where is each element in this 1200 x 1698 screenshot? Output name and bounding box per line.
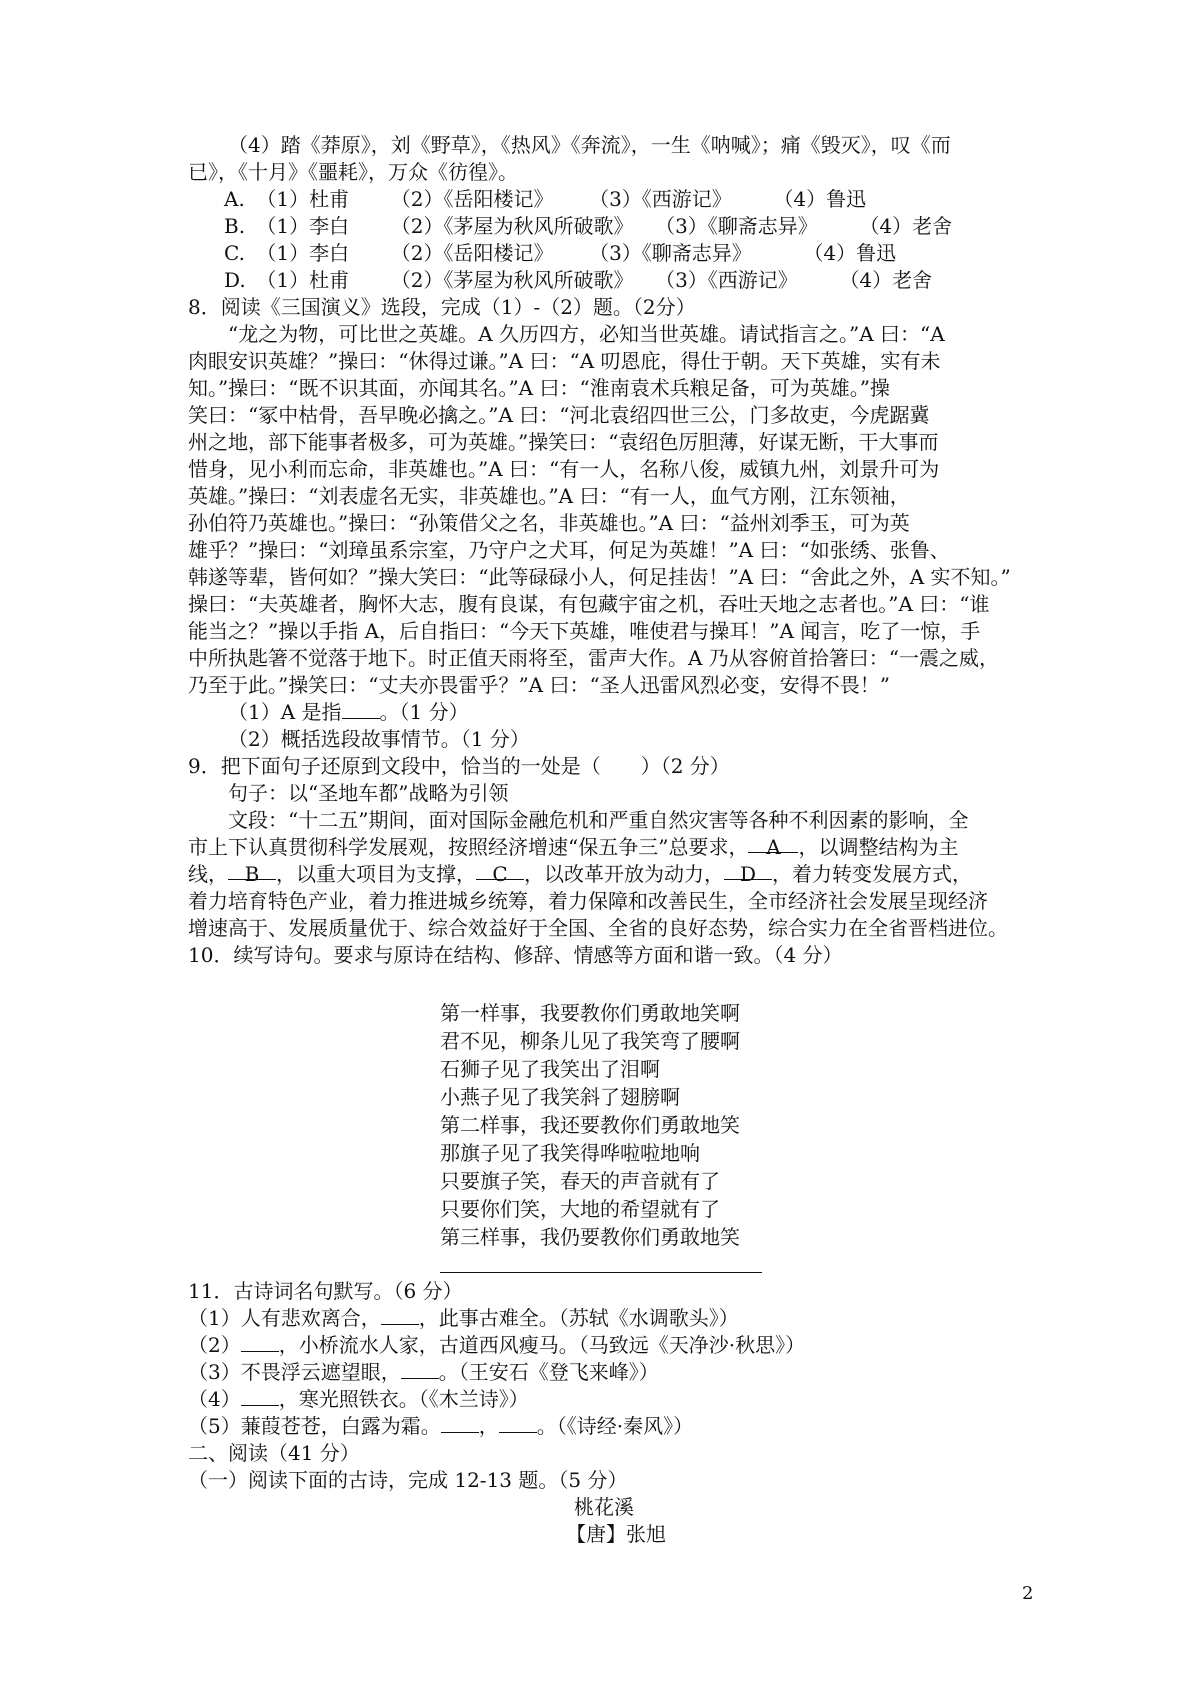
q8-passage-line: 韩遂等辈，皆何如？”操大笑曰：“此等碌碌小人，何足挂齿！”A 曰：“舍此之外，A 实不知。” xyxy=(188,565,1011,589)
q8-passage-line: “龙之为物，可比世之英雄。A 久历四方，必知当世英雄。请试指言之。”A 曰：“A xyxy=(228,322,945,346)
q7-item4-line1: （4）踏《莽原》，刘《野草》，《热风》《奔流》，一生《呐喊》；痛《毁灭》，叹《而 xyxy=(228,133,951,157)
q7-option-b xyxy=(224,213,952,240)
option-col1: （1）杜甫 xyxy=(256,187,350,211)
poem-line: 第一样事，我要教你们勇敢地笑啊 xyxy=(440,1001,740,1025)
q9-text: ，以调整结构为主 xyxy=(798,835,959,859)
q11-text: ，寒光照铁衣。（《木兰诗》） xyxy=(278,1387,529,1411)
q8-passage-line: 乃至于此。”操笑曰：“丈夫亦畏雷乎？”A 曰：“圣人迅雷风烈必变，安得不畏！” xyxy=(188,673,890,697)
option-col4: （4）鲁迅 xyxy=(773,187,867,211)
option-col3: （3）《西游记》 xyxy=(655,268,798,292)
q9-passage-line5: 增速高于、发展质量优于、综合效益好于全国、全省的良好态势，综合实力在全省晋档进位。 xyxy=(188,916,1008,940)
q11-blank[interactable] xyxy=(441,1414,479,1433)
q11-text: （2） xyxy=(188,1333,241,1357)
q11-text: （1）人有悲欢离合， xyxy=(188,1306,381,1330)
option-col1: （1）杜甫 xyxy=(256,268,350,292)
q11-title: 11．古诗词名句默写。（6 分） xyxy=(188,1279,463,1303)
q9-text: 市上下认真贯彻科学发展观，按照经济增速“保五争三”总要求， xyxy=(188,835,749,859)
q9-blank-c: C xyxy=(476,861,524,880)
poem-line: 小燕子见了我笑斜了翅膀啊 xyxy=(440,1085,680,1109)
option-col2: （2）《茅屋为秋风所破歌》 xyxy=(390,214,634,238)
q11-text: 。（《诗经·秦风》） xyxy=(536,1414,694,1438)
q8-passage-line: 孙伯符乃英雄也。”操曰：“孙策借父之名，非英雄也。”A 曰：“益州刘季玉，可为英 xyxy=(188,511,910,535)
q9-blank-d: D xyxy=(724,861,772,880)
q8-sub2: （2）概括选段故事情节。（1 分） xyxy=(228,727,530,751)
q8-passage-line: 州之地，部下能事者极多，可为英雄。”操笑曰：“袁绍色厉胆薄，好谋无断，干大事而 xyxy=(188,430,939,454)
q11-text: （3）不畏浮云遮望眼， xyxy=(188,1360,401,1384)
q9-text: 线， xyxy=(188,862,228,886)
q11-text: （5）蒹葭苍苍，白露为霜。 xyxy=(188,1414,441,1438)
q7-option-c xyxy=(224,240,896,267)
poem-author: 【唐】张旭 xyxy=(566,1522,666,1546)
q8-passage-line: 中所执匙箸不觉落于地下。时正值天雨将至，雷声大作。A 乃从容俯首拾箸曰：“一震之威， xyxy=(188,646,1000,670)
option-col1: （1）李白 xyxy=(256,214,350,238)
q11-item3 xyxy=(188,1359,659,1386)
q11-item2 xyxy=(188,1332,805,1359)
option-col2: （2）《岳阳楼记》 xyxy=(390,187,554,211)
q11-text: ，小桥流水人家，古道西风瘦马。（马致远《天净沙·秋思》） xyxy=(278,1333,806,1357)
q8-passage-line: 知。”操曰：“既不识其面，亦闻其名。”A 曰：“淮南袁术兵粮足备，可为英雄。”操 xyxy=(188,376,890,400)
q11-text: ，此事古难全。（苏轼《水调歌头》） xyxy=(418,1306,739,1330)
q8-passage-line: 操曰：“夫英雄者，胸怀大志，腹有良谋，有包藏宇宙之机，吞吐天地之志者也。”A 曰：“谁 xyxy=(188,592,990,616)
q8-passage-line: 惜身，见小利而忘命，非英雄也。”A 曰：“有一人，名称八俊，威镇九州，刘景升可为 xyxy=(188,457,940,481)
q8-passage-line: 能当之？”操以手指 A，后自指曰：“今天下英雄，唯使君与操耳！”A 闻言，吃了一惊，手 xyxy=(188,619,981,643)
q8-title: 8．阅读《三国演义》选段，完成（1）-（2）题。（2分） xyxy=(188,295,696,319)
q11-text: 。（王安石《登飞来峰》） xyxy=(438,1360,659,1384)
q8-passage-line: 英雄。”操曰：“刘表虚名无实，非英雄也。”A 曰：“有一人，血气方刚，江东领袖， xyxy=(188,484,910,508)
q7-item4-line2: 已》，《十月》《噩耗》，万众《彷徨》。 xyxy=(188,160,518,184)
q11-item5 xyxy=(188,1413,693,1440)
q7-option-a xyxy=(224,186,866,213)
q8-sub1-prefix: （1）A 是指 xyxy=(228,700,342,724)
option-col4: （4）老舍 xyxy=(839,268,933,292)
poem-title: 桃花溪 xyxy=(574,1495,634,1519)
q9-text: ，着力转变发展方式， xyxy=(772,862,972,886)
section2-sub1: （一）阅读下面的古诗，完成 12-13 题。（5 分） xyxy=(188,1468,628,1492)
q11-text: （4） xyxy=(188,1387,241,1411)
q11-blank[interactable] xyxy=(401,1360,439,1379)
q8-passage-line: 肉眼安识英雄？”操曰：“休得过谦。”A 曰：“A 叨恩庇，得仕于朝。天下英雄，实有未 xyxy=(188,349,941,373)
q11-text: ， xyxy=(478,1414,499,1438)
q8-sub1-suffix: 。（1 分） xyxy=(379,700,469,724)
option-label: A. xyxy=(224,187,245,211)
poem-line: 只要旗子笑，春天的声音就有了 xyxy=(440,1169,720,1193)
option-col2: （2）《茅屋为秋风所破歌》 xyxy=(390,268,634,292)
q8-passage-line: 笑曰：“冢中枯骨，吾早晚必擒之。”A 曰：“河北袁绍四世三公，门多故吏，今虎踞冀 xyxy=(188,403,930,427)
q11-blank[interactable] xyxy=(499,1414,537,1433)
q9-text: ，以重大项目为支撑， xyxy=(276,862,476,886)
q11-blank[interactable] xyxy=(241,1333,279,1352)
q11-item4 xyxy=(188,1386,529,1413)
poem-line: 第三样事，我仍要教你们勇敢地笑 xyxy=(440,1225,740,1249)
option-col3: （3）《西游记》 xyxy=(589,187,732,211)
q10-answer-line[interactable] xyxy=(440,1272,762,1273)
q11-item1 xyxy=(188,1305,739,1332)
q9-passage-line1: 文段：“十二五”期间，面对国际金融危机和严重自然灾害等各种不利因素的影响，全 xyxy=(228,808,969,832)
option-col3: （3）《聊斋志异》 xyxy=(589,241,752,265)
option-col2: （2）《岳阳楼记》 xyxy=(390,241,554,265)
option-col4: （4）老舍 xyxy=(859,214,953,238)
q8-passage-line: 雄乎？”操曰：“刘璋虽系宗室，乃守户之犬耳，何足为英雄！”A 曰：“如张绣、张鲁、 xyxy=(188,538,950,562)
poem-line: 第二样事，我还要教你们勇敢地笑 xyxy=(440,1113,740,1137)
poem-line: 那旗子见了我笑得哗啦啦地响 xyxy=(440,1141,700,1165)
q10-title: 10．续写诗句。要求与原诗在结构、修辞、情感等方面和谐一致。（4 分） xyxy=(188,943,843,967)
q8-sub1 xyxy=(228,699,469,726)
section2-title: 二、阅读（41 分） xyxy=(188,1441,360,1465)
q9-passage-line4: 着力培育特色产业，着力推进城乡统筹，着力保障和改善民生，全市经济社会发展呈现经济 xyxy=(188,889,988,913)
q9-passage-line3 xyxy=(188,861,972,888)
option-col1: （1）李白 xyxy=(256,241,350,265)
option-label: B. xyxy=(224,214,246,238)
q9-passage-line2 xyxy=(188,834,958,861)
page-number: 2 xyxy=(1022,1583,1034,1604)
option-col3: （3）《聊斋志异》 xyxy=(655,214,818,238)
q7-option-d xyxy=(224,267,932,294)
poem-line: 石狮子见了我笑出了泪啊 xyxy=(440,1057,660,1081)
q9-blank-a: A xyxy=(748,834,798,853)
q9-blank-b: B xyxy=(228,861,276,880)
q11-blank[interactable] xyxy=(241,1387,279,1406)
q9-title: 9．把下面句子还原到文段中，恰当的一处是（ ）（2 分） xyxy=(188,754,730,778)
option-col4: （4）鲁迅 xyxy=(803,241,897,265)
option-label: C. xyxy=(224,241,245,265)
q8-sub1-blank[interactable] xyxy=(342,700,380,719)
poem-line: 君不见，柳条儿见了我笑弯了腰啊 xyxy=(440,1029,740,1053)
q9-text: ，以改革开放为动力， xyxy=(524,862,724,886)
q11-blank[interactable] xyxy=(381,1306,419,1325)
q9-sentence: 句子：以“圣地车都”战略为引领 xyxy=(228,781,509,805)
option-label: D. xyxy=(224,268,246,292)
poem-line: 只要你们笑，大地的希望就有了 xyxy=(440,1197,720,1221)
